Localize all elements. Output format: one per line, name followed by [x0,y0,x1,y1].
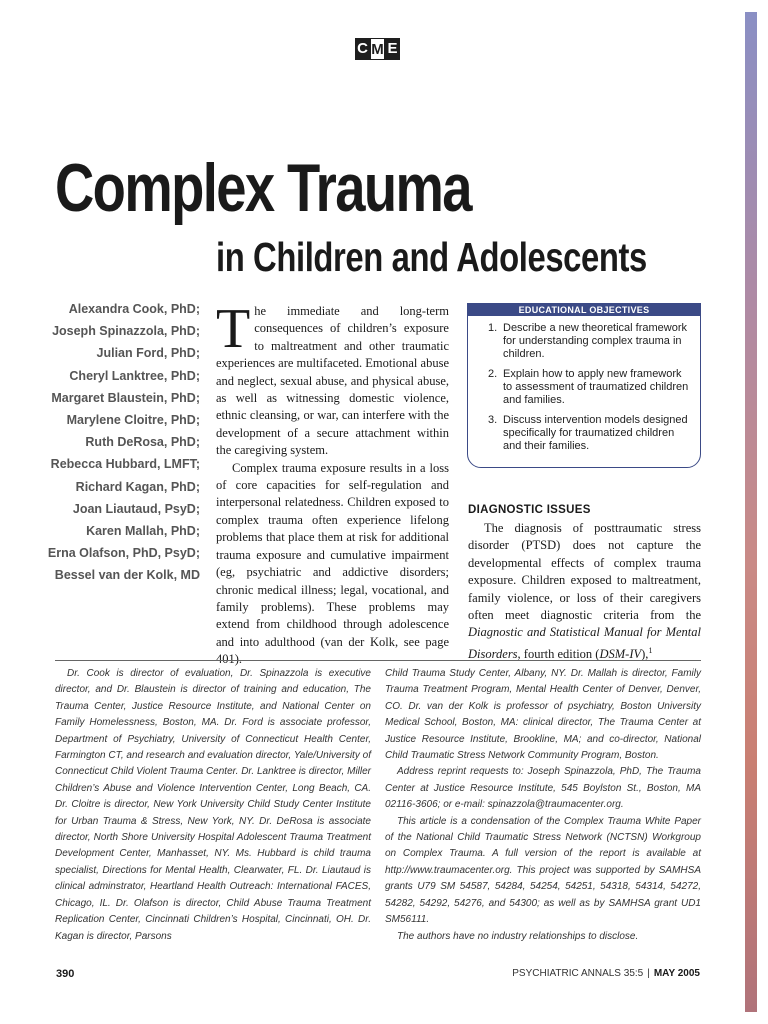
author-name: Julian Ford, PhD; [96,346,200,361]
dsm-abbreviation: DSM-IV [599,647,642,661]
issue-date: MAY 2005 [653,968,700,979]
article-subtitle: in Children and Adolescents [216,234,647,280]
author-name: Richard Kagan, PhD; [75,479,200,494]
reference-marker: 1 [648,645,653,655]
diagnostic-text: , fourth edition ( [517,647,600,661]
author-name: Joan Liautaud, PsyD; [72,501,200,516]
diagnostic-text: The diagnosis of posttraumatic stress disorder (PTSD) does not capture the developmental effects of complex trauma exposure. Children exposed to maltreatment, family violence, or loss of their caregivers often meet diagnostic criteria from the [468,521,701,623]
objectives-list [468,322,700,453]
manual-title: Diagnostic and Statistical Manual for Mental Disorders [468,625,701,661]
diagnostic-issues-paragraph [468,520,701,663]
author-name: Alexandra Cook, PhD; [68,302,200,316]
section-heading-diagnostic-issues: DIAGNOSTIC ISSUES [468,504,591,516]
diagnostic-text: ), [641,647,649,661]
complex-trauma-paragraph: Complex trauma exposure results in a loss of core capacities for self-regulation and interpersonal relatedness. Children exposed to complex trauma often experience lifelong problems that place them at risk for additional trauma exposure and cumulative impairment (eg, psychiatric and addictive disorders; chronic medical illness; legal, vocational, and family problems). These problems may extend from childhood through adolescence and into adulthood (van der Kolk, see page 401). [216,460,449,667]
page-number: 390 [56,968,75,980]
objective-number: 1. [488,322,498,334]
objective-number: 3. [488,414,498,426]
footer-divider: | [647,968,650,979]
author-list [20,298,200,587]
side-color-stripe [745,12,757,1012]
author-name: Marylene Cloitre, PhD; [66,413,200,428]
affiliations-column-left [55,666,371,945]
objectives-heading: EDUCATIONAL OBJECTIVES [468,304,700,316]
affiliations-column-right [385,666,701,945]
drop-cap: T [216,298,251,360]
objective-number: 2. [488,368,498,380]
disclosure-note: The authors have no industry relationships to disclose. [397,930,639,942]
author-name: Margaret Blaustein, PhD; [51,390,200,405]
author-name: Rebecca Hubbard, LMFT; [50,457,200,472]
affiliations-continued: Child Trauma Study Center, Albany, NY. Dr. Mallah is director, Family Trauma Treatment Program, Mental Health Center of Denver, Denver, CO. Dr. van der Kolk is professor of psychiatry, Boston University Medical School, Boston, MA: clinical director, The Trauma Center at Justice Resource Institute, Brookline, MA; and co-director, National Child Traumatic Stress Network Community Program, Boston. [385,668,701,762]
author-name: Cheryl Lanktree, PhD; [69,368,200,383]
author-name: Joseph Spinazzola, PhD; [52,324,200,339]
objective-item [488,322,690,361]
objective-text: Discuss intervention models designed specifically for traumatized children and their families. [503,414,688,452]
cme-logo [355,38,400,60]
objective-item [488,414,690,453]
objective-item [488,368,690,407]
intro-paragraph-text: he immediate and long-term consequences of children’s exposure to maltreatment and other traumatic experiences are multifaceted. Emotional abuse and neglect, sexual abuse, and physical abuse, as well as witnessing domestic violence, ethnic cleansing, or war, can interfere with the development of a secure attachment within the caregiving system. [216,304,449,458]
footnote-divider [55,660,701,661]
intro-paragraph [216,298,449,460]
objective-text: Describe a new theoretical framework for understanding complex trauma in children. [503,322,688,360]
reprint-requests: Address reprint requests to: Joseph Spinazzola, PhD, The Trauma Center at Justice Resource Institute, 545 Boylston St., Boston, MA 02116-3606; or e-mail: spinazzola@traumacenter.org. [385,766,701,811]
objective-text: Explain how to apply new framework to assessment of traumatized children and families. [503,368,689,406]
body-column-intro [216,298,449,669]
educational-objectives-box [467,303,701,468]
cme-logo-letter-e: E [385,38,400,60]
cme-logo-letter-m: M [370,38,385,60]
affiliations-paragraph: Dr. Cook is director of evaluation, Dr. Spinazzola is executive director, and Dr. Blaustein is director of training and education, The Trauma Center, Justice Resource Institute, and National Center on Family Homelessness, Boston, MA. Dr. Ford is associate professor, Department of Psychiatry, University of Connecticut Health Center, Farmington CT, and research and evaluation director, Yale/University of Connecticut Child Violent Trauma Center. Dr. Lanktree is director, Miller Children’s Abuse and Violence Intervention Center, Long Beach, CA. Dr. Cloitre is director, New York University Child Study Center Institute for Urban Trauma & Stress, New York, NY. Dr. DeRosa is associate director, North Shore University Hospital Adolescent Trauma Treatment Development Center, Manhasset, NY. Ms. Hubbard is child trauma specialist, Directions for Mental Health, Clearwater, FL. Dr. Liautaud is clinical adminstrator, Heartland Health Outreach: International FACES, Chicago, IL. Dr. Olafson is director, Child Abuse Trauma Treatment Replication Center, Cincinnati Children’s Hospital, Cincinnati, OH. Dr. Kagan is director, Parsons [55,668,371,942]
author-name: Erna Olafson, PhD, PsyD; [47,546,200,561]
author-name: Ruth DeRosa, PhD; [85,435,200,450]
author-name: Karen Mallah, PhD; [86,524,200,539]
journal-footer [512,968,700,979]
cme-logo-letter-c: C [355,38,370,60]
condensation-note: This article is a condensation of the Complex Trauma White Paper of the National Child Traumatic Stress Network (NCTSN) Workgroup on Complex Trauma. A full version of the report is available at http://www.traumacenter.org. This project was supported by SAMHSA grants U79 SM 54587, 54284, 54254, 54251, 54318, 54314, 54272, 54282, 54292, 54276, and 54300; as well as by SAMHSA grant UD1 SM56111. [385,815,701,926]
journal-citation: PSYCHIATRIC ANNALS 35:5 [512,968,644,979]
article-title: Complex Trauma [55,150,471,226]
author-name: Bessel van der Kolk, MD [54,568,200,583]
author-affiliations [55,666,701,945]
